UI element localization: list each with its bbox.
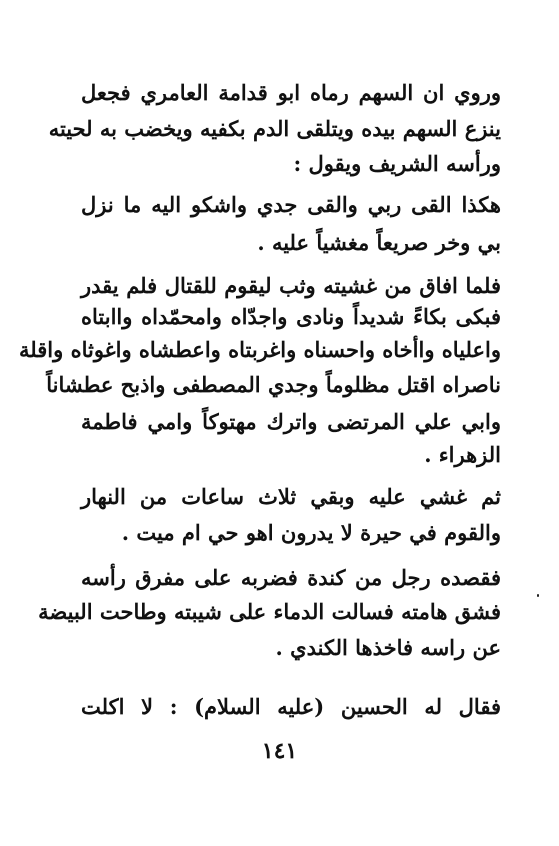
text-line: الزهراء . bbox=[424, 442, 501, 467]
text-line: هكذا القى ربي والقى جدي واشكو اليه ما نزل bbox=[81, 192, 501, 217]
text-line: فبكى بكاءً شديداً ونادى واجدّاه وامحمّداه واابتاه bbox=[81, 304, 501, 329]
text-line: ينزع السهم بيده ويتلقى الدم بكفيه ويخضب به لحيته bbox=[48, 116, 501, 141]
text-line: ناصراه اقتل مظلوماً وجدي المصطفى واذبح عطشاناً bbox=[46, 372, 501, 397]
text-line: فقصده رجل من كندة فضربه على مفرق رأسه bbox=[81, 565, 501, 590]
text-line: فقال له الحسين (عليه السلام) : لا اكلت bbox=[81, 694, 501, 719]
scan-speck bbox=[537, 594, 539, 597]
text-line: وروي ان السهم رماه ابو قدامة العامري فجعل bbox=[81, 80, 501, 105]
text-line: عن راسه فاخذها الكندي . bbox=[275, 635, 501, 660]
text-line: فشق هامته فسالت الدماء على شيبته وطاحت البيضة bbox=[38, 599, 501, 624]
text-line: ثم غشي عليه وبقي ثلاث ساعات من النهار bbox=[81, 484, 501, 509]
text-line: ورأسه الشريف ويقول : bbox=[293, 151, 501, 176]
text-line: وابي علي المرتضى واترك مهتوكاً وامي فاطمة bbox=[81, 409, 501, 434]
text-line: فلما افاق من غشيته وثب ليقوم للقتال فلم يقدر bbox=[81, 273, 501, 298]
text-line: واعلياه واأخاه واحسناه واغربتاه واعطشاه واغوثاه واقلة bbox=[19, 337, 501, 362]
text-line: والقوم في حيرة لا يدرون اهو حي ام ميت . bbox=[121, 520, 501, 545]
text-line: بي وخر صريعاً مغشياً عليه . bbox=[257, 230, 501, 255]
page-number: ١٤١ bbox=[261, 738, 298, 764]
